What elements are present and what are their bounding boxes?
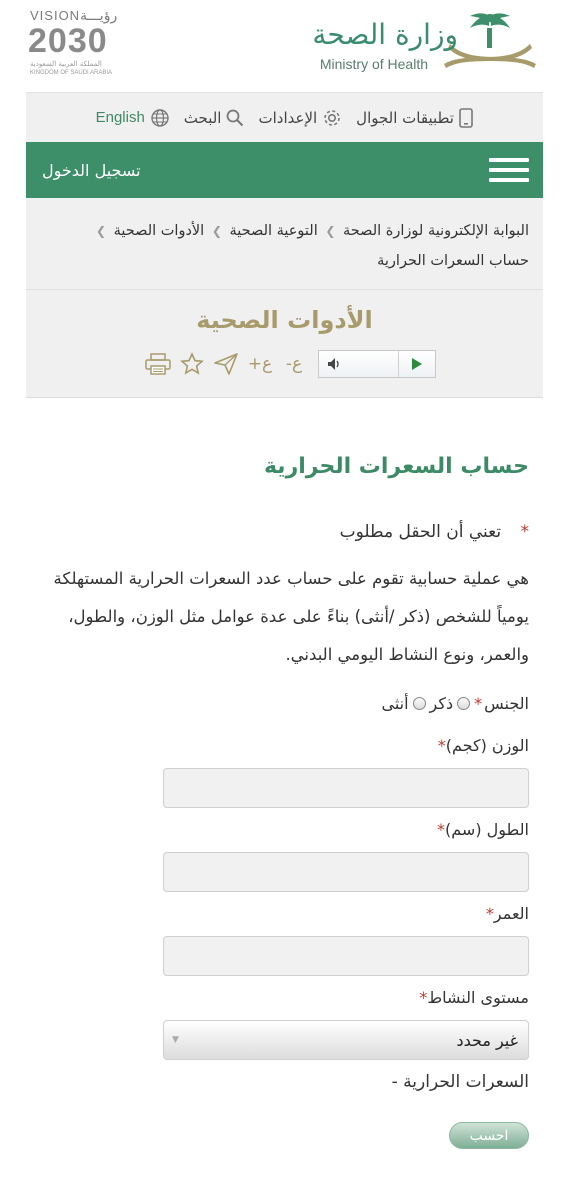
mobile-phone-icon bbox=[459, 108, 473, 128]
age-input[interactable] bbox=[163, 936, 529, 976]
gender-female-label[interactable]: أنثى bbox=[381, 694, 409, 713]
calculate-button[interactable]: احسب bbox=[449, 1122, 529, 1149]
send-icon bbox=[213, 352, 239, 376]
description: هي عملية حسابية تقوم على حساب عدد السعرات الحرارية المستهلكة يومياً للشخص (ذكر /أنثى) بناءً على عدة عوامل مثل الوزن، والطول، والعمر، ونوع النشاط اليومي البدني. bbox=[53, 569, 529, 664]
mobile-apps-label: تطبيقات الجوال bbox=[356, 108, 454, 127]
speaker-icon bbox=[327, 357, 343, 371]
activity-label-row bbox=[419, 988, 529, 1007]
age-label-row bbox=[486, 904, 529, 923]
weight-required-star: * bbox=[437, 736, 446, 755]
page-tools bbox=[144, 350, 436, 378]
play-icon bbox=[412, 358, 422, 370]
main-nav-bar bbox=[26, 142, 543, 198]
activity-required-star: * bbox=[419, 988, 428, 1007]
ministry-name-en: Ministry of Health bbox=[319, 56, 428, 72]
favorite-button[interactable] bbox=[178, 350, 206, 378]
activity-label: مستوى النشاط bbox=[427, 988, 529, 1007]
settings-label: الإعدادات bbox=[258, 108, 318, 127]
dropdown-arrow-icon: ▼ bbox=[172, 1035, 179, 1045]
height-required-star: * bbox=[437, 820, 446, 839]
tool-heading: حساب السعرات الحرارية bbox=[263, 454, 529, 479]
ministry-name-ar: وزارة الصحة bbox=[312, 18, 458, 51]
breadcrumb-item-portal[interactable]: البوابة الإلكترونية لوزارة الصحة bbox=[343, 223, 529, 239]
weight-label: الوزن (كجم) bbox=[445, 736, 529, 755]
chevron-left-icon: ❯ bbox=[95, 224, 107, 238]
vision-subtitle-en: KINGDOM OF SAUDI ARABIA bbox=[30, 70, 113, 76]
vision-arabic: رؤيـــة bbox=[80, 8, 118, 24]
audio-player bbox=[318, 350, 436, 378]
mobile-apps-link[interactable] bbox=[356, 108, 473, 128]
chevron-left-icon: ❯ bbox=[325, 224, 336, 238]
vision-2030-logo[interactable] bbox=[26, 6, 136, 78]
hamburger-menu-icon[interactable] bbox=[489, 158, 529, 182]
weight-label-row bbox=[438, 736, 529, 755]
site-header bbox=[0, 0, 570, 92]
gear-icon bbox=[322, 108, 342, 128]
settings-link[interactable] bbox=[258, 108, 342, 128]
print-button[interactable] bbox=[144, 350, 172, 378]
height-label: الطول (سم) bbox=[445, 820, 529, 839]
breadcrumb bbox=[26, 198, 543, 290]
chevron-left-icon: ❯ bbox=[211, 224, 222, 238]
gender-male-radio[interactable] bbox=[457, 697, 470, 710]
globe-icon bbox=[150, 108, 170, 128]
search-label: البحث bbox=[183, 108, 222, 127]
gender-label: الجنس bbox=[484, 694, 529, 713]
calories-result: السعرات الحرارية - bbox=[391, 1072, 529, 1092]
title-block bbox=[26, 290, 543, 398]
required-star: * bbox=[520, 522, 529, 542]
search-icon bbox=[226, 109, 244, 127]
age-required-star: * bbox=[485, 904, 494, 923]
age-label: العمر bbox=[493, 904, 529, 923]
gender-male-label[interactable]: ذكر bbox=[429, 694, 454, 713]
gender-female-radio[interactable] bbox=[413, 697, 426, 710]
gender-required-star: * bbox=[474, 694, 483, 713]
printer-icon bbox=[145, 353, 171, 375]
page-title: الأدوات الصحية bbox=[196, 306, 373, 334]
utility-bar bbox=[26, 92, 543, 142]
activity-selected-value: غير محدد bbox=[456, 1030, 518, 1050]
activity-select[interactable] bbox=[163, 1020, 529, 1060]
breadcrumb-item-health-tools[interactable]: الأدوات الصحية bbox=[113, 223, 205, 239]
required-note-text: تعني أن الحقل مطلوب bbox=[339, 522, 502, 542]
font-increase-button[interactable]: +ع bbox=[247, 354, 273, 374]
vision-subtitle-ar: المملكة العربية السعودية bbox=[30, 60, 102, 68]
required-note bbox=[340, 522, 529, 542]
font-decrease-button[interactable]: -ع bbox=[285, 354, 303, 374]
height-input[interactable] bbox=[163, 852, 529, 892]
play-button[interactable] bbox=[399, 351, 435, 377]
breadcrumb-item-health-awareness[interactable]: التوعية الصحية bbox=[229, 223, 318, 239]
gender-row bbox=[381, 694, 529, 713]
star-icon bbox=[180, 352, 204, 376]
height-label-row bbox=[437, 820, 529, 839]
login-link[interactable]: تسجيل الدخول bbox=[42, 160, 141, 180]
vision-year: 2030 bbox=[28, 22, 108, 60]
language-link[interactable] bbox=[96, 108, 170, 128]
search-link[interactable] bbox=[184, 109, 245, 127]
language-label: English bbox=[95, 109, 145, 126]
weight-input[interactable] bbox=[163, 768, 529, 808]
breadcrumb-current: حساب السعرات الحرارية bbox=[377, 253, 529, 269]
vision-word: VISION bbox=[30, 8, 81, 23]
volume-button[interactable] bbox=[319, 351, 399, 377]
share-button[interactable] bbox=[212, 350, 240, 378]
